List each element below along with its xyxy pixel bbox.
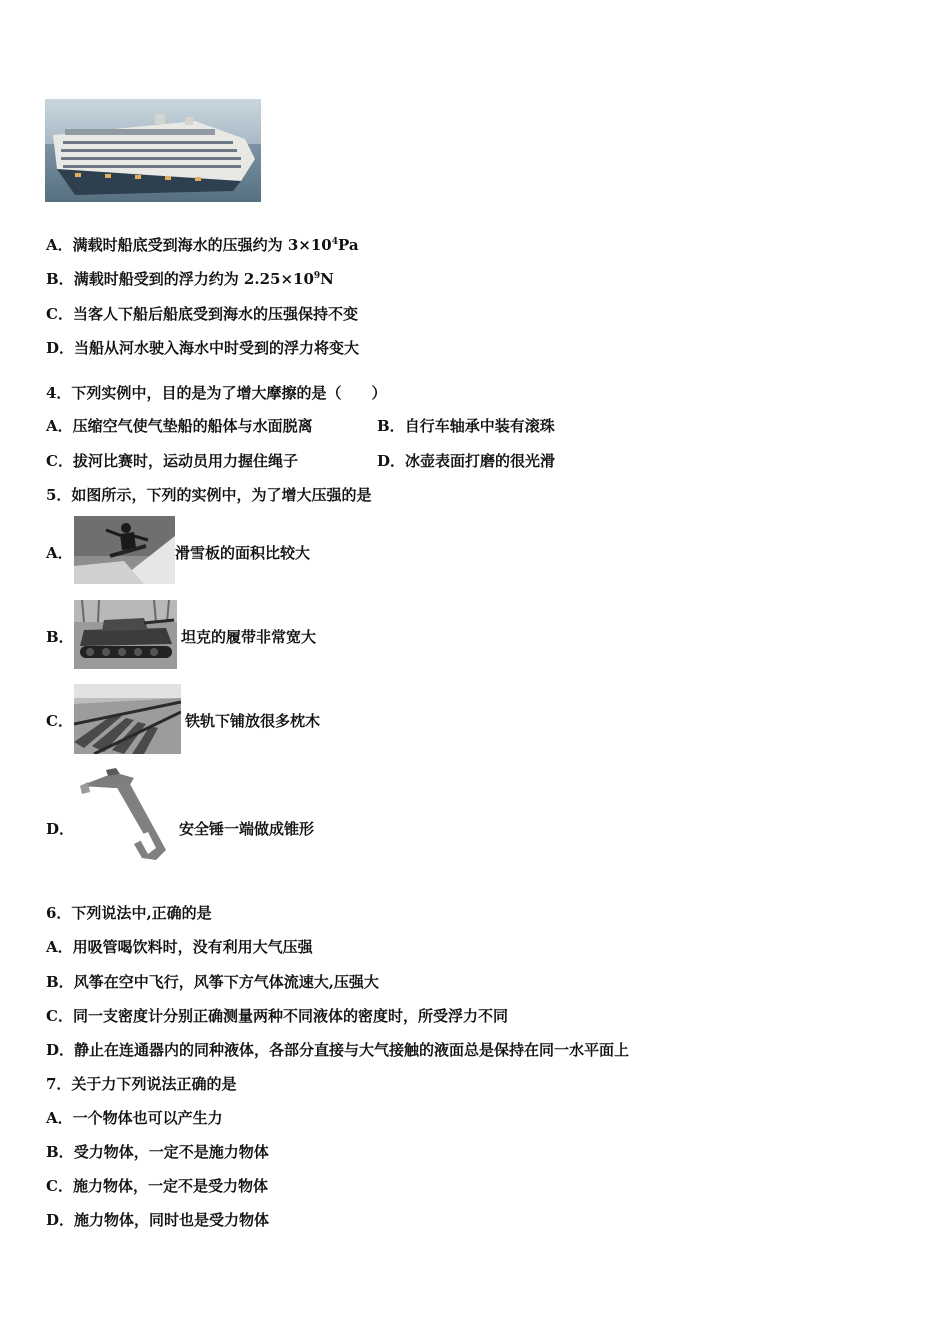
q4-option-c: C．拔河比赛时，运动员用力握住绳子 bbox=[46, 452, 298, 470]
q4-option-b: B．自行车轴承中装有滚珠 bbox=[377, 417, 555, 435]
q5-option-a-letter: A． bbox=[46, 544, 73, 562]
q4-option-a: A．压缩空气使气垫船的船体与水面脱离 bbox=[46, 417, 313, 435]
safety-hammer-image bbox=[76, 766, 171, 864]
cruise-ship-image bbox=[45, 99, 261, 202]
q3-option-c: C．当客人下船后船底受到海水的压强保持不变 bbox=[46, 305, 358, 323]
q5-option-c-caption: 铁轨下铺放很多枕木 bbox=[185, 712, 321, 730]
q5-option-b-caption: 坦克的履带非常宽大 bbox=[181, 628, 317, 646]
q6-stem: 6．下列说法中,正确的是 bbox=[46, 904, 212, 922]
q6-option-d: D．静止在连通器内的同种液体，各部分直接与大气接触的液面总是保持在同一水平面上 bbox=[46, 1041, 630, 1059]
q4-option-d: D．冰壶表面打磨的很光滑 bbox=[377, 452, 556, 470]
snowboarder-image bbox=[74, 516, 175, 584]
q7-option-b: B．受力物体，一定不是施力物体 bbox=[46, 1143, 269, 1161]
q5-stem: 5．如图所示，下列的实例中，为了增大压强的是 bbox=[46, 486, 372, 504]
railway-image bbox=[74, 684, 181, 754]
tank-image bbox=[74, 600, 177, 669]
q3-option-b: B．满载时船受到的浮力约为 $2.25\times 10^9N$ bbox=[46, 270, 334, 288]
q6-option-c: C．同一支密度计分别正确测量两种不同液体的密度时，所受浮力不同 bbox=[46, 1007, 508, 1025]
q3-option-a: A．满载时船底受到海水的压强约为 $3\times 10^4Pa$ bbox=[46, 236, 359, 254]
q5-option-a-caption: 滑雪板的面积比较大 bbox=[175, 544, 311, 562]
q4-stem: 4．下列实例中，目的是为了增大摩擦的是（ ） bbox=[46, 384, 387, 402]
q5-option-c-letter: C． bbox=[46, 712, 73, 730]
q5-option-b-letter: B． bbox=[46, 628, 74, 646]
q7-stem: 7．关于力下列说法正确的是 bbox=[46, 1075, 237, 1093]
q6-option-b: B．风筝在空中飞行，风筝下方气体流速大,压强大 bbox=[46, 973, 379, 991]
q6-option-a: A．用吸管喝饮料时，没有利用大气压强 bbox=[46, 938, 313, 956]
q3-option-d: D．当船从河水驶入海水中时受到的浮力将变大 bbox=[46, 339, 360, 357]
q7-option-a: A．一个物体也可以产生力 bbox=[46, 1109, 223, 1127]
q7-option-c: C．施力物体，一定不是受力物体 bbox=[46, 1177, 268, 1195]
q5-option-d-letter: D． bbox=[46, 820, 75, 838]
q5-option-d-caption: 安全锤一端做成锥形 bbox=[179, 820, 315, 838]
q7-option-d: D．施力物体，同时也是受力物体 bbox=[46, 1211, 270, 1229]
